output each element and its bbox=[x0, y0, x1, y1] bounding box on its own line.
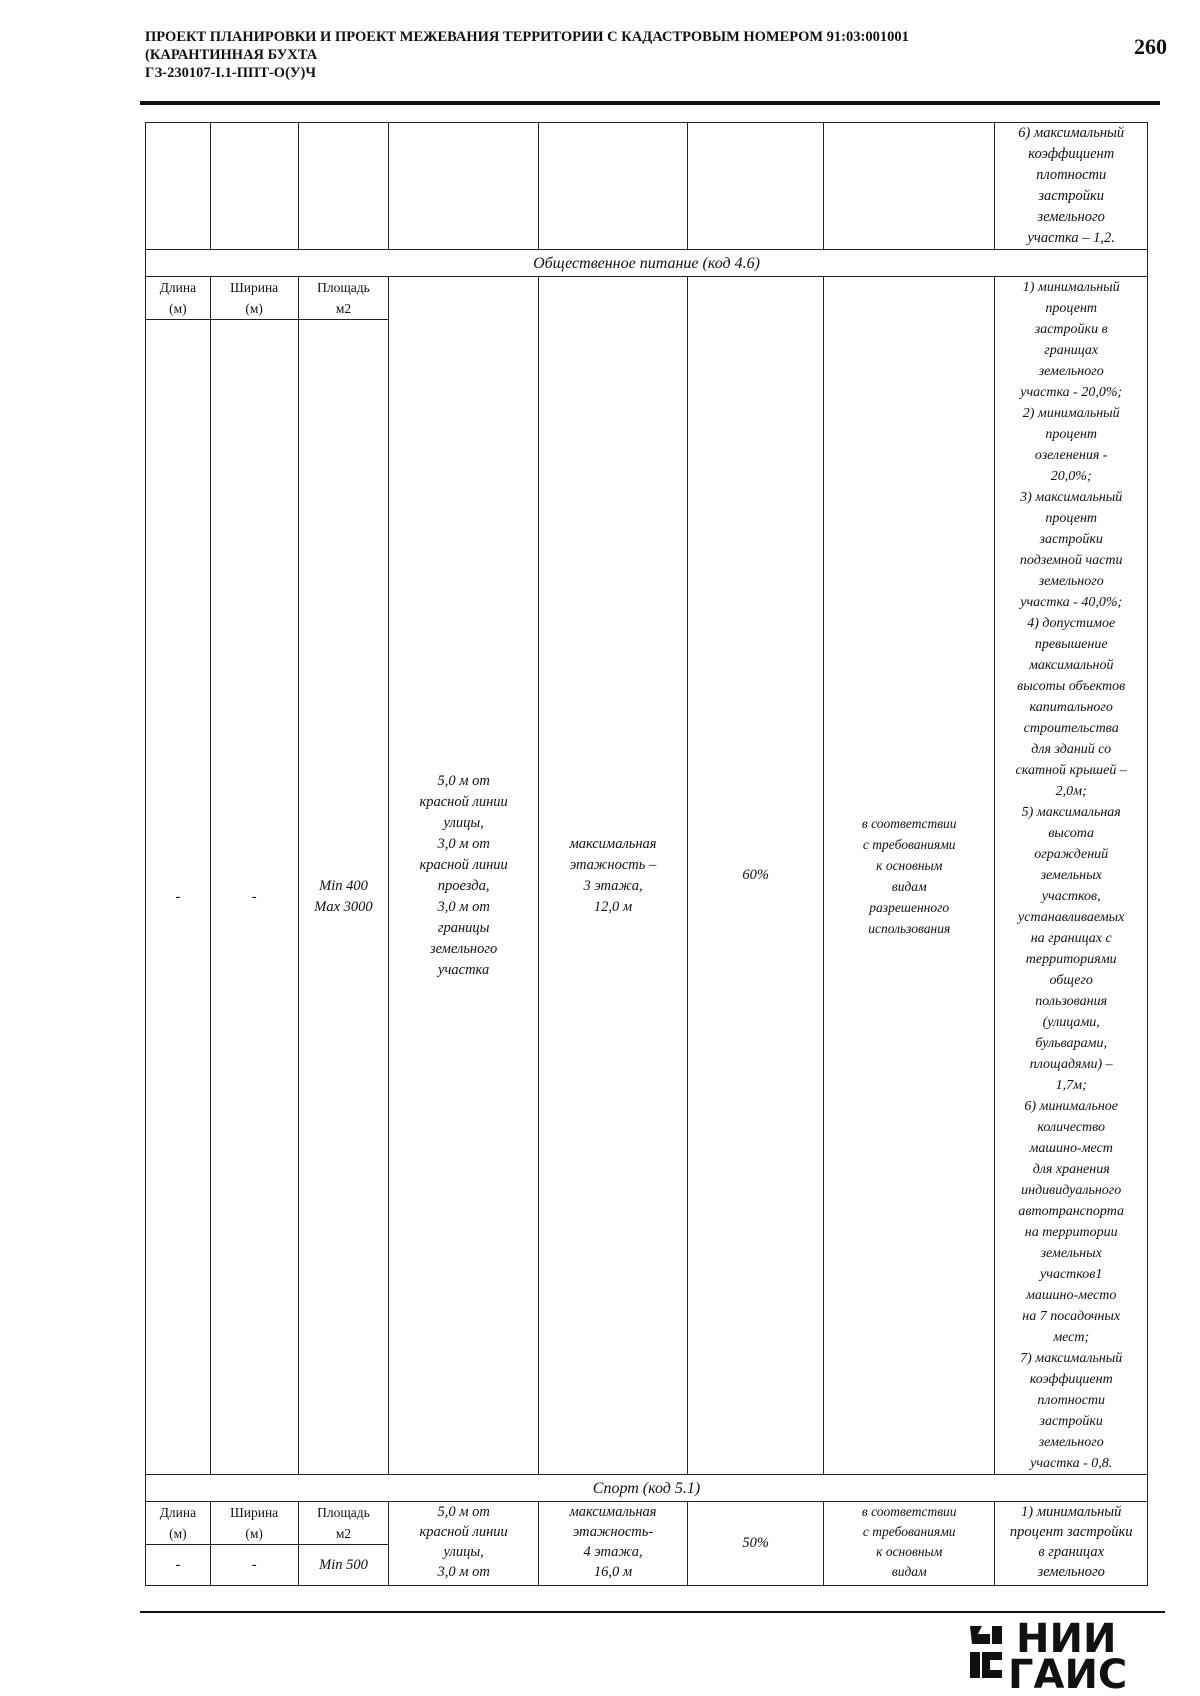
section-title-row bbox=[146, 1475, 1148, 1502]
logo-top-text: НИИ bbox=[1016, 1622, 1117, 1662]
continuation-row bbox=[146, 123, 1148, 250]
footer-rule bbox=[140, 1611, 1165, 1613]
header-title-line1: ПРОЕКТ ПЛАНИРОВКИ И ПРОЕКТ МЕЖЕВАНИЯ ТЕРРИТОРИИ С КАДАСТРОВЫМ НОМЕРОМ 91:03:001001 bbox=[145, 29, 909, 45]
cell-empty bbox=[688, 123, 824, 250]
floors-cell: максимальная этажность – 3 этажа, 12,0 м bbox=[538, 277, 687, 1475]
cell-empty bbox=[210, 123, 298, 250]
area-value: Min 400 Max 3000 bbox=[298, 320, 389, 1475]
document-header bbox=[145, 28, 1045, 82]
cell-empty bbox=[538, 123, 687, 250]
col-area-header: Площадь м2 bbox=[298, 277, 389, 320]
section-header-row bbox=[146, 1502, 1148, 1545]
setbacks-cell: 5,0 м от красной линии улицы, 3,0 м от bbox=[389, 1502, 538, 1586]
header-title-line2: (КАРАНТИННАЯ БУХТА bbox=[145, 47, 318, 63]
col-width-header: Ширина (м) bbox=[210, 277, 298, 320]
cell-empty bbox=[146, 123, 211, 250]
section-title: Общественное питание (код 4.6) bbox=[146, 250, 1148, 277]
parking-cell: в соответствии с требованиями к основным видам разрешенного использования bbox=[824, 277, 995, 1475]
cell-empty bbox=[389, 123, 538, 250]
regulations-table bbox=[145, 122, 1148, 1586]
coverage-cell: 50% bbox=[688, 1502, 824, 1586]
cell-empty bbox=[824, 123, 995, 250]
logo-mark-icon bbox=[970, 1626, 1002, 1678]
coverage-cell: 60% bbox=[688, 277, 824, 1475]
section-title-row bbox=[146, 250, 1148, 277]
header-doc-code: ГЗ-230107-I.1-ППТ-О(У)Ч bbox=[145, 65, 317, 81]
cell-empty bbox=[298, 123, 389, 250]
floors-cell: максимальная этажность- 4 этажа, 16,0 м bbox=[538, 1502, 687, 1586]
continuation-requirements: 6) максимальный коэффициент плотности застройки земельного участка – 1,2. bbox=[995, 123, 1148, 250]
col-length-header: Длина (м) bbox=[146, 1502, 211, 1545]
nii-gais-logo bbox=[968, 1622, 1168, 1692]
col-length-header: Длина (м) bbox=[146, 277, 211, 320]
section-header-row bbox=[146, 277, 1148, 320]
requirements-cell: 1) минимальный процент застройки в границах земельного bbox=[995, 1502, 1148, 1586]
length-value: - bbox=[146, 320, 211, 1475]
width-value: - bbox=[210, 320, 298, 1475]
parking-cell: в соответствии с требованиями к основным видам bbox=[824, 1502, 995, 1586]
length-value: - bbox=[146, 1545, 211, 1586]
requirements-cell: 1) минимальный процент застройки в границах земельного участка - 20,0%; 2) минимальный процент озеленения - 20,0%; 3) максимальный процент застройки подземной части земельного участка - 40,0%; 4) допустимое превышение максимальной высоты объектов капитального строительства для зданий со скатной крышей – 2,0м; 5) максимальная высота ограждений земельных участков, устанавливаемых на границах с территориями общего пользования (улицами, бульварами, площадями) – 1,7м; 6) минимальное количество машино-мест для хранения индивидуального автотранспорта на территории земельных участков1 машино-место на 7 посадочных мест; 7) максимальный коэффициент плотности застройки земельного участка - 0,8. bbox=[995, 277, 1148, 1475]
section-title: Спорт (код 5.1) bbox=[146, 1475, 1148, 1502]
page-number: 260 bbox=[1134, 34, 1167, 59]
header-rule bbox=[140, 101, 1160, 105]
area-value: Min 500 bbox=[298, 1545, 389, 1586]
setbacks-cell: 5,0 м от красной линии улицы, 3,0 м от красной линии проезда, 3,0 м от границы земельного участка bbox=[389, 277, 538, 1475]
col-area-header: Площадь м2 bbox=[298, 1502, 389, 1545]
width-value: - bbox=[210, 1545, 298, 1586]
col-width-header: Ширина (м) bbox=[210, 1502, 298, 1545]
logo-bottom-text: ГАИС bbox=[1008, 1652, 1128, 1692]
